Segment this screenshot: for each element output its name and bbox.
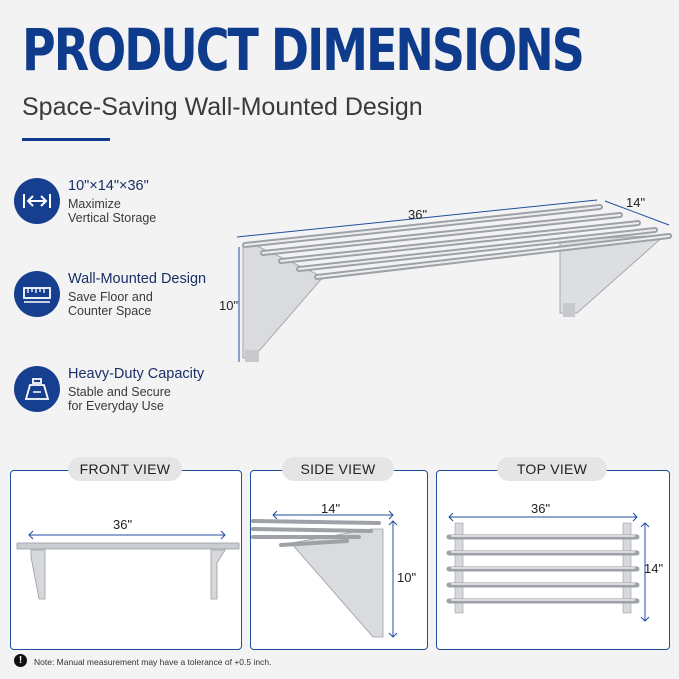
- feature-desc-line: Stable and Secure: [68, 385, 171, 399]
- page-title: PRODUCT DIMENSIONS: [22, 16, 583, 84]
- feature-title: Heavy-Duty Capacity: [68, 366, 205, 382]
- top-view-drawing: [437, 471, 669, 649]
- front-view-tag: FRONT VIEW: [68, 457, 182, 481]
- top-view-tag: TOP VIEW: [497, 457, 607, 481]
- side-depth-label: 14": [321, 501, 341, 516]
- width-dimension-label: 36": [408, 207, 428, 222]
- title-underline: [22, 138, 110, 141]
- note-text: Note: Manual measurement may have a tolerance of +0.5 inch.: [34, 657, 272, 667]
- feature-size: [14, 178, 224, 238]
- side-view-tag: SIDE VIEW: [282, 457, 394, 481]
- weight-icon: [14, 366, 60, 412]
- exclamation-icon: !: [14, 654, 27, 667]
- side-view-drawing: [251, 471, 427, 649]
- feature-desc: [68, 197, 218, 225]
- height-dimension-label: 10": [219, 298, 239, 313]
- front-view-panel: [10, 470, 242, 650]
- front-width-label: 36": [113, 517, 133, 532]
- front-view-drawing: [11, 471, 241, 649]
- depth-dimension-label: 14": [626, 195, 646, 210]
- arrows-icon: [14, 178, 60, 224]
- page-subtitle: Space-Saving Wall-Mounted Design: [22, 93, 423, 121]
- feature-title: 10"×14"×36": [68, 178, 149, 194]
- feature-desc-line: Maximize: [68, 197, 121, 211]
- feature-desc-line: Vertical Storage: [68, 211, 157, 225]
- side-view-panel: [250, 470, 428, 650]
- shelf-illustration: [225, 195, 675, 370]
- top-width-label: 36": [531, 501, 551, 516]
- feature-desc-line: for Everyday Use: [68, 399, 164, 413]
- feature-desc: [68, 290, 218, 318]
- feature-title: Wall-Mounted Design: [68, 271, 207, 287]
- feature-desc-line: Counter Space: [68, 304, 152, 318]
- feature-desc: [68, 385, 218, 413]
- ruler-icon: [14, 271, 60, 317]
- top-view-panel: [436, 470, 670, 650]
- feature-desc-line: Save Floor and: [68, 290, 153, 304]
- feature-wall-mounted: [14, 271, 224, 331]
- side-height-label: 10": [397, 570, 417, 585]
- feature-capacity: [14, 366, 224, 426]
- top-depth-label: 14": [644, 561, 664, 576]
